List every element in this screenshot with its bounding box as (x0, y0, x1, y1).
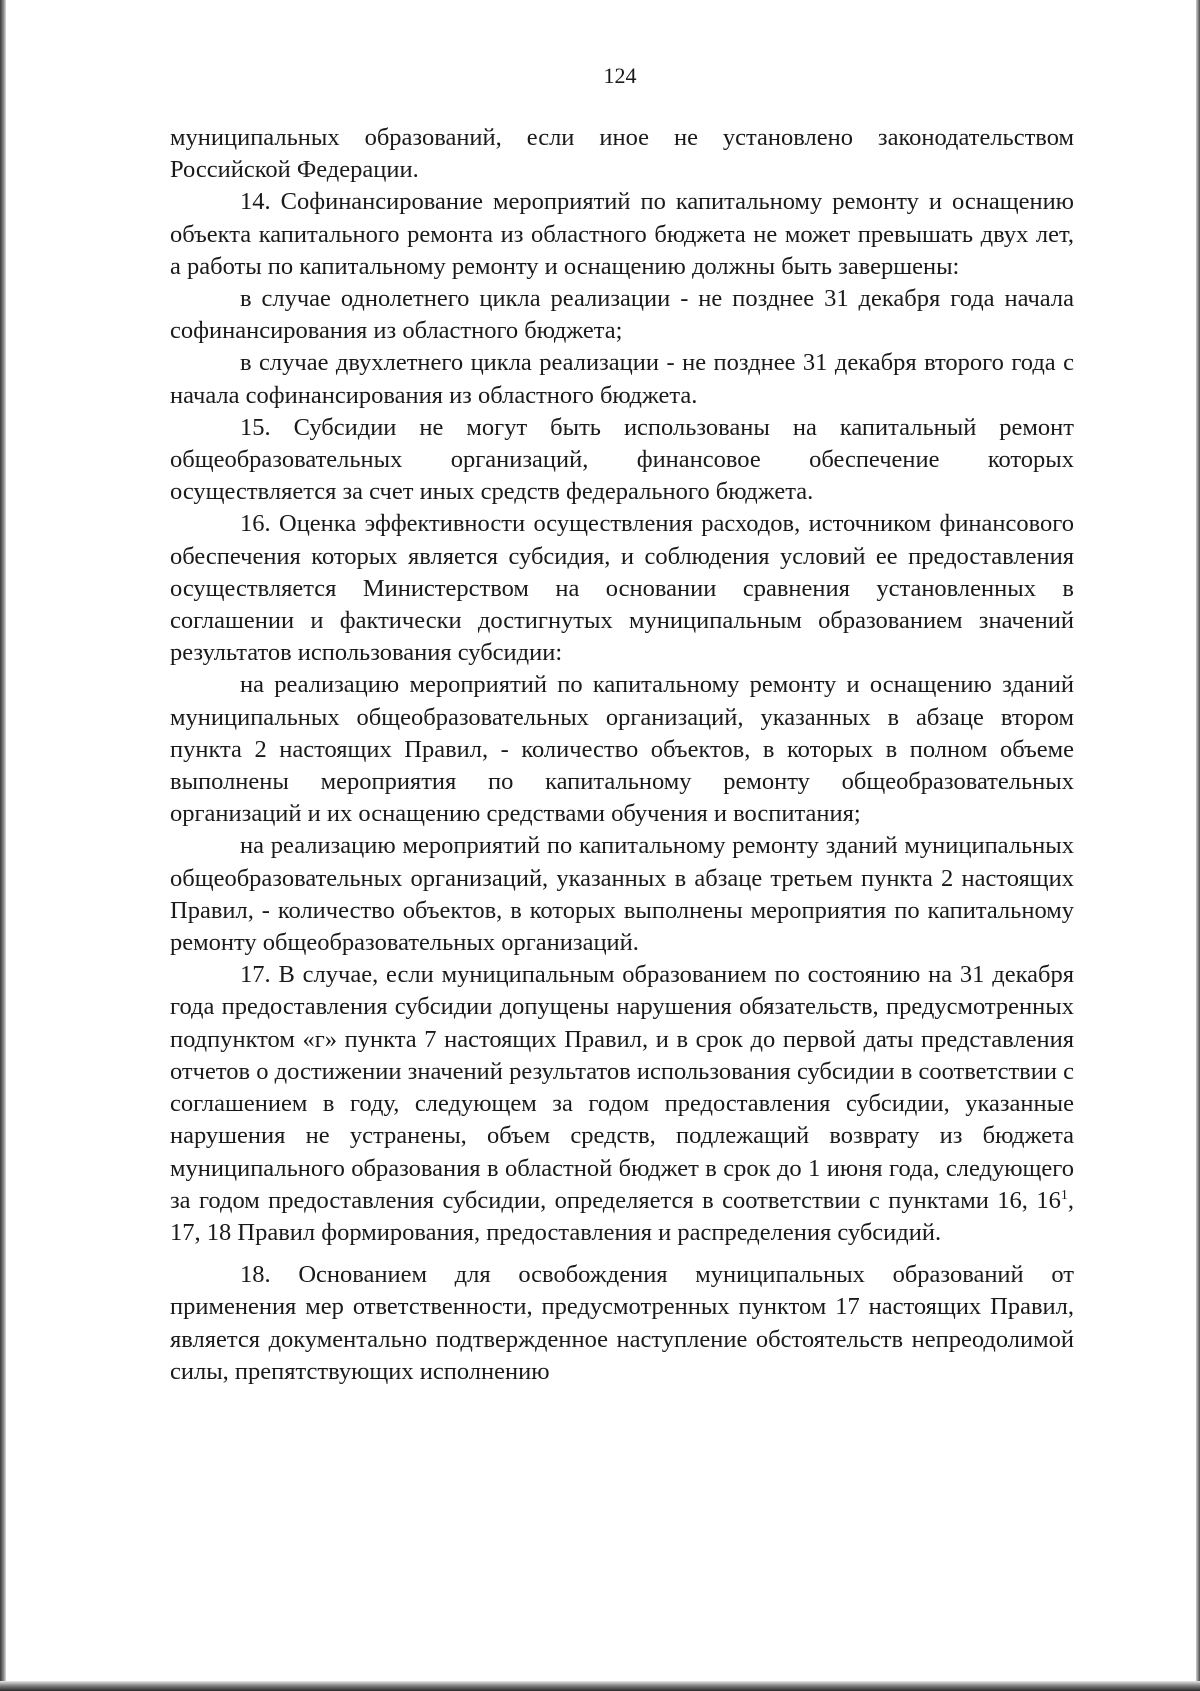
paragraph-18: 18. Основанием для освобождения муниципальных образований от применения мер ответственности, предусмотренных пунктом 17 настоящих Правил, является документально подтвержденное наступление обстоятельств непреодолимой силы, препятствующих исполнению (170, 1261, 1074, 1385)
paragraph-14: 14. Софинансирование мероприятий по капитальному ремонту и оснащению объекта капитального ремонта из областного бюджета не может превышать двух лет, а работы по капитальному ремонту и оснащению должны быть завершены: (170, 188, 1074, 280)
paragraph-16-renovation-equipment: на реализацию мероприятий по капитальному ремонту и оснащению зданий муниципальных общеобразовательных организаций, указанных в абзаце втором пункта 2 настоящих Правил, - количество объектов, в которых в полном объеме выполнены мероприятия по капитальному ремонту общеобразовательных организаций и их оснащению средствами обучения и воспитания; (170, 671, 1074, 828)
paragraph-17 (170, 959, 1074, 1249)
scan-edge-left (0, 0, 6, 1691)
superscript-index: 1 (1060, 1187, 1068, 1203)
scan-edge-right (1196, 0, 1200, 1691)
paragraph-16: 16. Оценка эффективности осуществления расходов, источником финансового обеспечения которых является субсидия, и соблюдения условий ее предоставления осуществляется Министерством на основании сравнения установленных в соглашении и фактически достигнутых муниципальным образованием значений результатов использования субсидии: (170, 510, 1074, 667)
paragraph-17-text-end: , 17, 18 Правил формирования, предоставления и распределения субсидий. (170, 1186, 1074, 1246)
paragraph-15: 15. Субсидии не могут быть использованы на капитальный ремонт общеобразовательных организаций, финансовое обеспечение которых осуществляется за счет иных средств федерального бюджета. (170, 413, 1074, 506)
paragraph-14-one-year: в случае однолетнего цикла реализации - не позднее 31 декабря года начала софинансирования из областного бюджета; (170, 285, 1074, 345)
paragraph-16-renovation-buildings: на реализацию мероприятий по капитальному ремонту зданий муниципальных общеобразовательных организаций, указанных в абзаце третьем пункта 2 настоящих Правил, - количество объектов, в которых выполнены мероприятия по капитальному ремонту общеобразовательных организаций. (170, 832, 1074, 957)
scan-edge-bottom (0, 1681, 1200, 1691)
paragraph-14-two-year: в случае двухлетнего цикла реализации - не позднее 31 декабря второго года с начала софинансирования из областного бюджета. (170, 349, 1074, 409)
page-number: 124 (603, 63, 637, 88)
document-body (170, 122, 1074, 1388)
paragraph-17-text: 17. В случае, если муниципальным образованием по состоянию на 31 декабря года предоставления субсидии допущены нарушения обязательств, предусмотренных подпунктом «г» пункта 7 настоящих Правил, и в срок до первой даты представления отчетов о достижении значений результатов использования субсидии в соответствии с соглашением в году, следующем за годом предоставления субсидии, указанные нарушения не устранены, объем средств, подлежащий возврату из бюджета муниципального образования в областной бюджет в срок до 1 июня года, следующего за годом предоставления субсидии, определяется в соответствии с пунктами 16, 16 (170, 961, 1074, 1214)
paragraph-continuation: муниципальных образований, если иное не установлено законодательством Российской Федерации. (170, 124, 1074, 184)
